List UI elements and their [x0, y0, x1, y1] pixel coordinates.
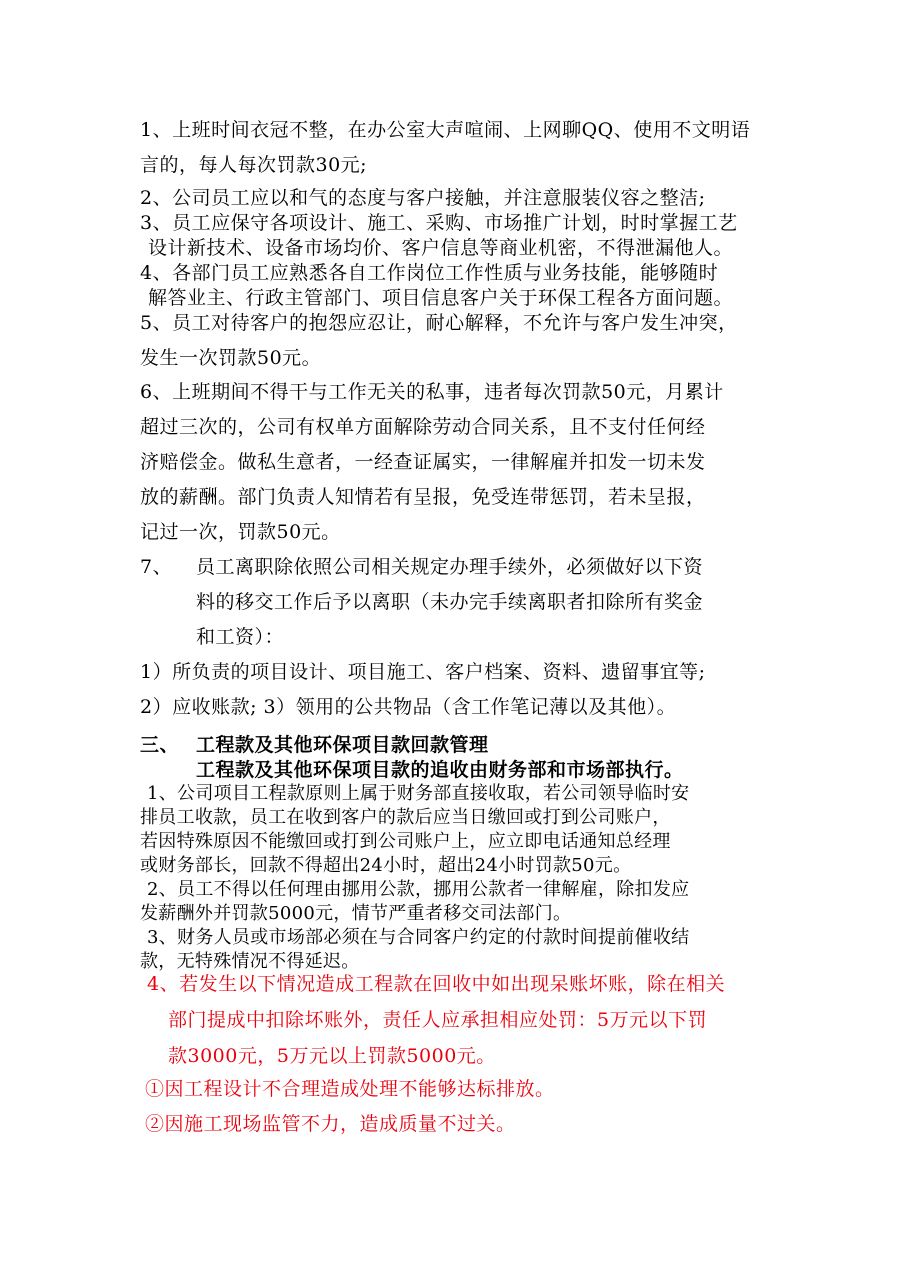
section-3-subtitle: 工程款及其他环保项目款的追收由财务部和市场部执行。: [196, 759, 684, 781]
payment-rule-1-line-4: 或财务部长，回款不得超出24小时，超出24小时罚款50元。: [140, 855, 632, 876]
payment-rule-1-line-3: 若因特殊原因不能缴回或打到公司账户上，应立即电话通知总经理: [140, 831, 671, 852]
payment-rule-4-line-2: 部门提成中扣除坏账外，责任人应承担相应处罚：5万元以下罚: [168, 1009, 708, 1031]
payment-rule-3-line-2: 款，无特殊情况不得延迟。: [140, 951, 360, 972]
rule-4-line-1: 4、各部门员工应熟悉各自工作岗位工作性质与业务技能，能够随时: [140, 262, 719, 284]
rule-6-line-3: 济赔偿金。做私生意者，一经查证属实，一律解雇并扣发一切未发: [140, 451, 706, 473]
rule-7-item-1: 1）所负责的项目设计、项目施工、客户档案、资料、遗留事宜等;: [140, 661, 706, 683]
payment-rule-4-case-2: ②因施工现场监管不力，造成质量不过关。: [145, 1113, 516, 1135]
payment-rule-4-case-1: ①因工程设计不合理造成处理不能够达标排放。: [145, 1078, 555, 1100]
payment-rule-2-line-1: 2、员工不得以任何理由挪用公款，挪用公款者一律解雇，除扣发应: [147, 879, 690, 900]
section-3-title: 工程款及其他环保项目款回款管理: [196, 734, 489, 756]
payment-rule-1-line-1: 1、公司项目工程款原则上属于财务部直接收取，若公司领导临时安: [147, 783, 690, 804]
rule-3-line-1: 3、员工应保守各项设计、施工、采购、市场推广计划，时时掌握工艺: [140, 212, 738, 234]
payment-rule-4-line-3: 款3000元，5万元以上罚款5000元。: [168, 1045, 496, 1067]
rule-4-line-2: 解答业主、行政主管部门、项目信息客户关于环保工程各方面问题。: [148, 287, 734, 309]
payment-rule-3-line-1: 3、财务人员或市场部必须在与合同客户约定的付款时间提前催收结: [147, 927, 690, 948]
rule-6-line-2: 超过三次的，公司有权单方面解除劳动合同关系，且不支付任何经: [140, 416, 706, 438]
rule-7-line-2: 料的移交工作后予以离职（未办完手续离职者扣除所有奖金: [196, 591, 704, 613]
rule-5-line-1: 5、员工对待客户的抱怨应忍让，耐心解释，不允许与客户发生冲突，: [140, 312, 738, 334]
payment-rule-4-line-1: 4、若发生以下情况造成工程款在回收中如出现呆账坏账，除在相关: [147, 973, 726, 995]
payment-rule-2-line-2: 发薪酬外并罚款5000元，情节严重者移交司法部门。: [140, 903, 572, 924]
rule-7-number: 7、: [140, 556, 173, 578]
payment-rule-1-line-2: 排员工收款，员工在收到客户的款后应当日缴回或打到公司账户，: [140, 807, 671, 828]
rule-7-item-2: 2）应收账款; 3）领用的公共物品（含工作笔记薄以及其他）。: [140, 696, 677, 718]
rule-6-line-5: 记过一次，罚款50元。: [140, 521, 341, 543]
rule-2-line-1: 2、公司员工应以和气的态度与客户接触，并注意服装仪容之整洁;: [140, 187, 706, 209]
section-3-number: 三、: [140, 734, 180, 756]
rule-5-line-2: 发生一次罚款50元。: [140, 347, 322, 369]
rule-1-line-2: 言的，每人每次罚款30元;: [140, 154, 368, 176]
rule-6-line-1: 6、上班期间不得干与工作无关的私事，违者每次罚款50元，月累计: [140, 381, 724, 403]
rule-6-line-4: 放的薪酬。部门负责人知情若有呈报，免受连带惩罚，若未呈报，: [140, 486, 706, 508]
rule-7-line-3: 和工资）：: [196, 626, 285, 648]
rule-1-line-1: 1、上班时间衣冠不整，在办公室大声喧闹、上网聊QQ、使用不文明语: [140, 119, 751, 141]
rule-7-line-1: 员工离职除依照公司相关规定办理手续外，必须做好以下资: [196, 556, 704, 578]
rule-3-line-2: 设计新技术、设备市场均价、客户信息等商业机密，不得泄漏他人。: [148, 237, 734, 259]
